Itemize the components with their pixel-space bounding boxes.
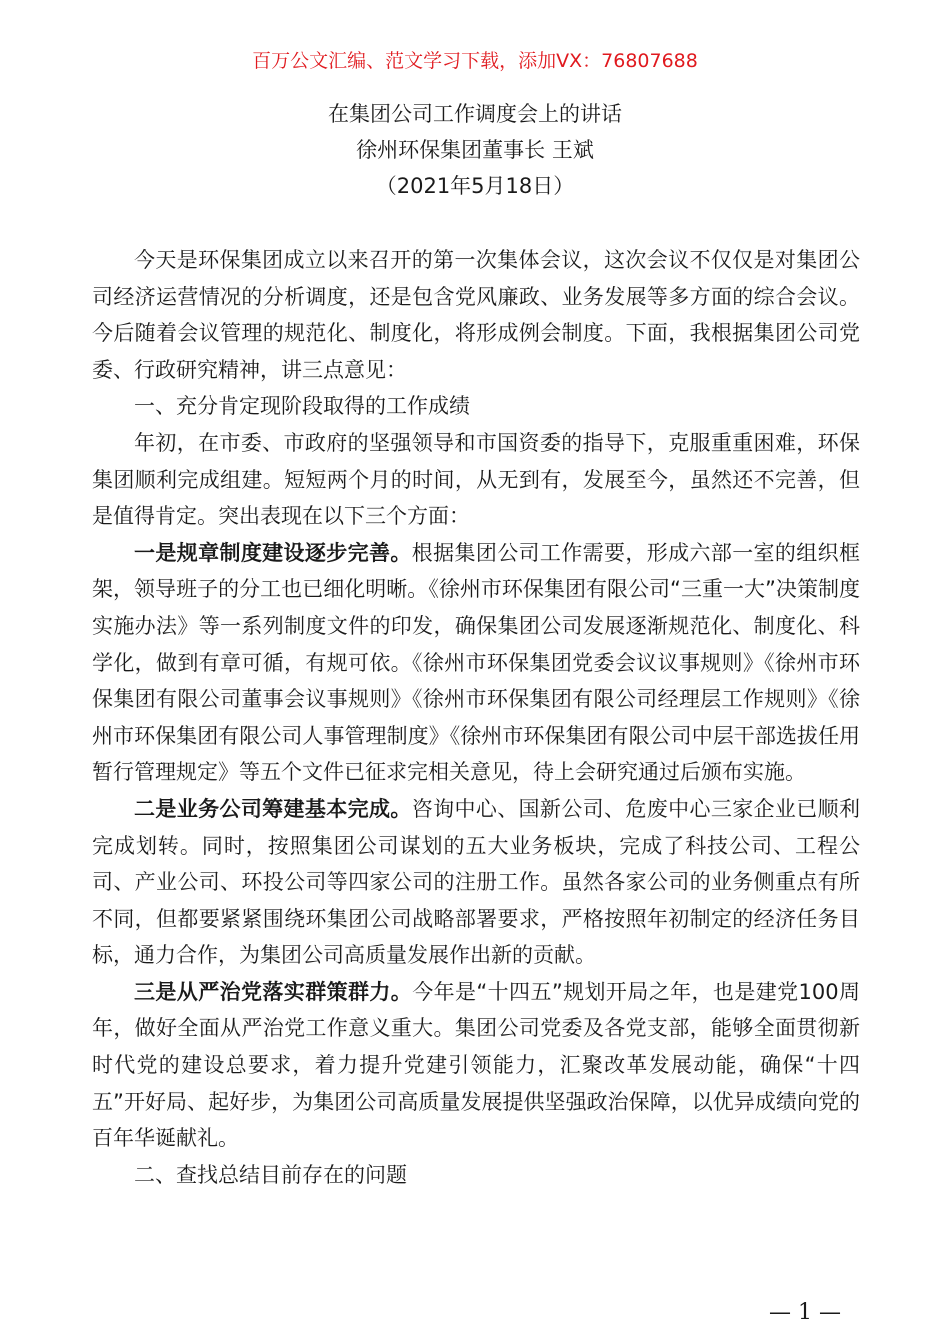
paragraph-lead: 三是从严治党落实群策群力。: [134, 979, 413, 1004]
paragraph-lead: 一是规章制度建设逐步完善。: [134, 540, 412, 565]
watermark-banner: 百万公文汇编、范文学习下载，添加VX：76807688: [252, 50, 698, 72]
paragraph: [92, 535, 860, 791]
date-line: （2021年5月18日）: [375, 174, 575, 198]
paragraph: [92, 242, 860, 388]
section-heading: [92, 1157, 860, 1194]
paragraph-text: 今天是环保集团成立以来召开的第一次集体会议，这次会议不仅仅是对集团公司经济运营情况的分析调度，还是包含党风廉政、业务发展等多方面的综合会议。今后随着会议管理的规范化、制度化，将形成例会制度。下面，我根据集团公司党委、行政研究精神，讲三点意见：: [92, 248, 860, 382]
paragraph-text: 二、查找总结目前存在的问题: [134, 1162, 407, 1187]
paragraph: [92, 425, 860, 535]
paragraph-text: 一、充分肯定现阶段取得的工作成绩: [134, 394, 470, 419]
paragraph-text: 今年是“十四五”规划开局之年，也是建党100周年，做好全面从严治党工作意义重大。集团公司党委及各党支部，能够全面贯彻新时代党的建设总要求，着力提升党建引领能力，汇聚改革发展动能，确保“十四五”开好局、起好步，为集团公司高质量发展提供坚强政治保障，以优异成绩向党的百年华诞献礼。: [92, 979, 861, 1151]
paragraph: [92, 791, 860, 974]
page-number: — 1 —: [769, 1300, 841, 1325]
paragraph: [92, 974, 860, 1157]
section-heading: [92, 388, 860, 425]
title-block: [0, 96, 950, 204]
document-body: [92, 242, 860, 1193]
paragraph-text: 根据集团公司工作需要，形成六部一室的组织框架，领导班子的分工也已细化明晰。《徐州市环保集团有限公司“三重一大”决策制度实施办法》等一系列制度文件的印发，确保集团公司发展逐渐规范化、制度化、科学化，做到有章可循，有规可依。《徐州市环保集团党委会议议事规则》《徐州市环保集团有限公司董事会议事规则》《徐州市环保集团有限公司经理层工作规则》《徐州市环保集团有限公司人事管理制度》《徐州市环保集团有限公司中层干部选拔任用暂行管理规定》等五个文件已征求完相关意见，待上会研究通过后颁布实施。: [92, 540, 861, 785]
paragraph-text: 咨询中心、国新公司、危废中心三家企业已顺利完成划转。同时，按照集团公司谋划的五大业务板块，完成了科技公司、工程公司、产业公司、环投公司等四家公司的注册工作。虽然各家公司的业务侧重点有所不同，但都要紧紧围绕环集团公司战略部署要求，严格按照年初制定的经济任务目标，通力合作，为集团公司高质量发展作出新的贡献。: [92, 796, 861, 968]
document-title: 在集团公司工作调度会上的讲话: [328, 102, 622, 126]
paragraph-lead: 二是业务公司筹建基本完成。: [134, 796, 412, 821]
speaker-line: 徐州环保集团董事长 王斌: [356, 138, 594, 162]
paragraph-text: 年初，在市委、市政府的坚强领导和市国资委的指导下，克服重重困难，环保集团顺利完成组建。短短两个月的时间，从无到有，发展至今，虽然还不完善，但是值得肯定。突出表现在以下三个方面：: [92, 430, 860, 529]
